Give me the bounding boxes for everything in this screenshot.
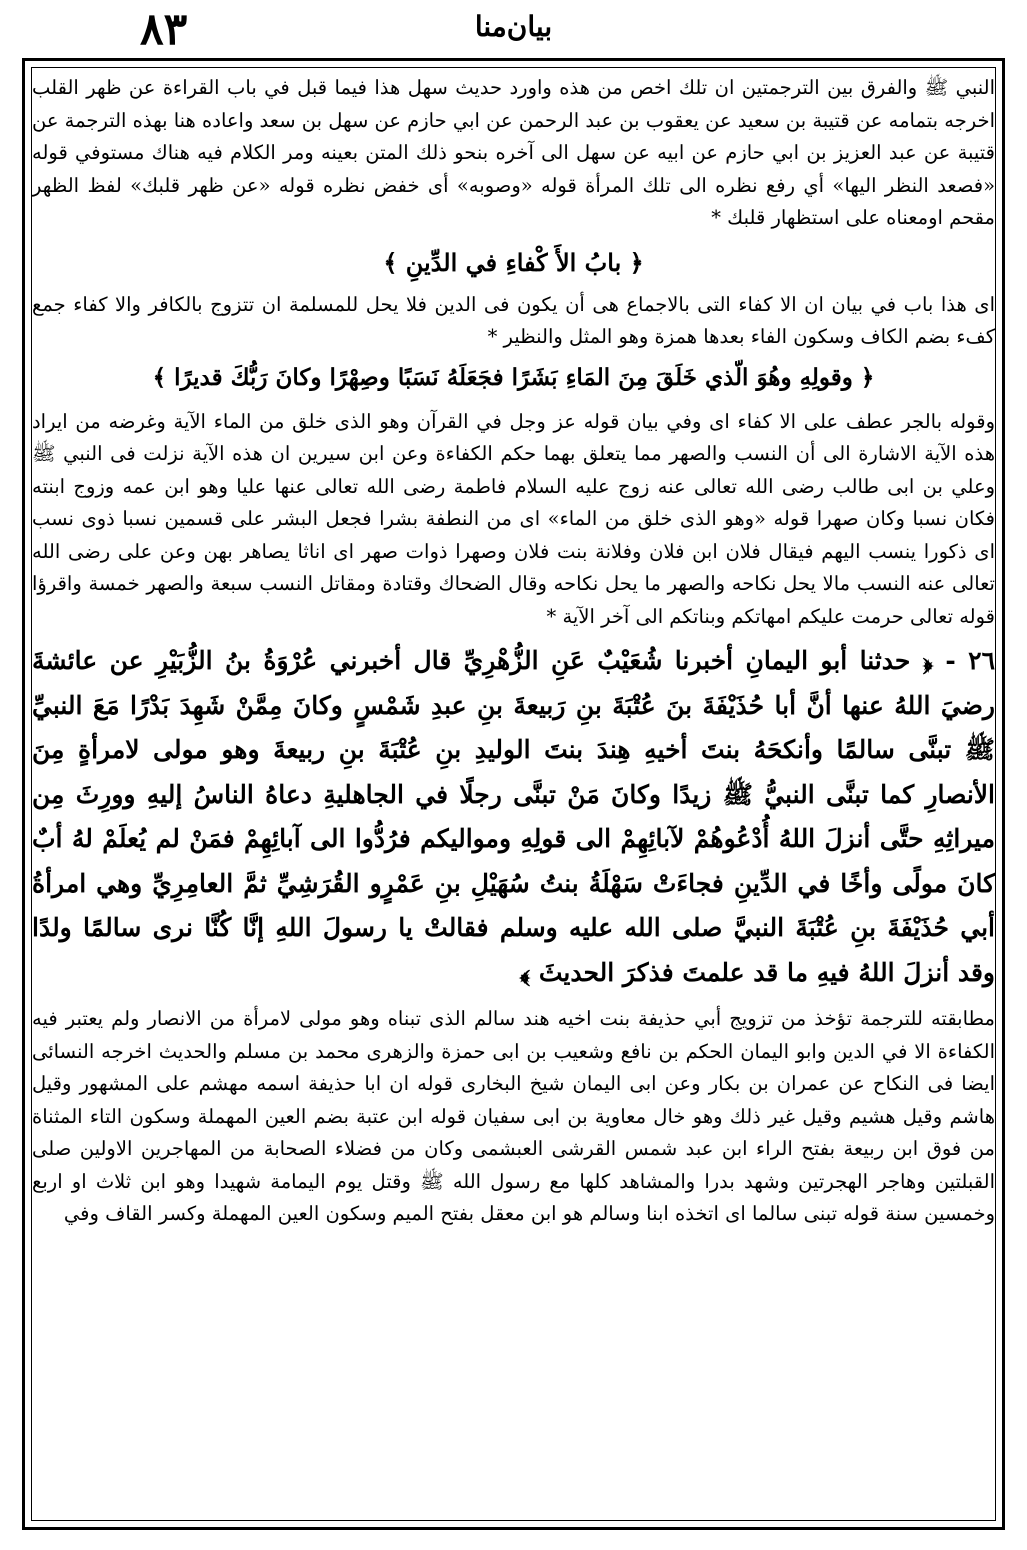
hadith-text: ٢٦ - ﴿ حدثنا أبو اليمانِ أخبرنا شُعَيْبٌ عَنِ الزُّهْرِيِّ قال أخبرني عُرْوَةُ بنُ الزُّبَيْرِ عن عائشةَ رضيَ اللهُ عنها أنَّ أبا حُذَيْفَةَ بنَ عُتْبَةَ بنِ رَبيعةَ بنِ عبدِ شَمْسٍ وكانَ مِمَّنْ شَهِدَ بَدْرًا مَعَ النبيِّ ﷺ تبنَّى سالمًا وأنكحَهُ بنتَ أخيهِ هِندَ بنتَ الوليدِ بنِ عُتْبَةَ بنِ ربيعةَ وهو مولى لامرأةٍ مِنَ الأنصارِ كما تبنَّى النبيُّ ﷺ زيدًا وكانَ مَنْ تبنَّى رجلًا في الجاهليةِ دعاهُ الناسُ إليهِ وورِثَ مِن ميراثِهِ حتَّى أنزلَ اللهُ أُدْعُوهُمْ لآبائِهِمْ الى قولِهِ ومواليكم فرُدُّوا الى آبائِهِمْ فمَنْ لم يُعلَمْ لهُ أبٌ كانَ مولًى وأخًا في الدِّينِ فجاءَتْ سَهْلَةُ بنتُ سُهَيْلِ بنِ عَمْرٍو القُرَشِيِّ ثمَّ العامِرِيِّ وهي امرأةُ أبي حُذَيْفَةَ بنِ عُتْبَةَ النبيَّ صلى الله عليه وسلم فقالتْ يا رسولَ اللهِ إنَّا كُنَّا نرى سالمًا ولدًا وقد أنزلَ اللهُ فيهِ ما قد علمتَ فذكرَ الحديثَ ﴾	[32, 646, 995, 987]
chapter-heading: ﴿ بابُ الأَ كْفاءِ في الدِّينِ ﴾	[383, 247, 644, 277]
commentary-paragraph-3: وقوله بالجر عطف على الا كفاء اى وفي بيان قوله عز وجل في القرآن وهو الذى خلق من الماء الآية وغرضه من ايراد هذه الآية الاشارة الى أن النسب والصهر مما يتعلق بهما حكم الكفاءة وعن ابن سيرين ان هذه الآية نزلت فى النبي ﷺ وعلي بن ابى طالب رضى الله تعالى عنه زوج عليه السلام فاطمة رضى الله تعالى عنها عليا وهو ابن عمه وزوج ابنته فكان نسبا وكان صهرا قوله «وهو الذى خلق من الماء» اى من النطفة بشرا فجعل البشر على قسمين نسبا ذوى نسب اى ذكورا ينسب اليهم فيقال فلان ابن فلان وفلانة بنت فلان وصهرا ذوات صهر اى اناثا يصاهر بهن وعن على رضى الله تعالى عنه النسب مالا يحل نكاحه والصهر ما يحل نكاحه وقال الضحاك وقتادة ومقاتل النسب سبعة والصهر خمسة واقرؤا قوله تعالى حرمت عليكم امهاتكم وبناتكم الى آخر الآية *	[32, 409, 995, 628]
text-body	[32, 70, 995, 1520]
commentary-paragraph-1: النبي ﷺ والفرق بين الترجمتين ان تلك اخص من هذه واورد حديث سهل هذا فيما قبل في باب القراءة عن ظهر القلب اخرجه بتمامه عن قتيبة بن سعيد عن يعقوب بن عبد الرحمن عن ابي حازم عن سهل بن سعد واعاده هنا بهذه الترجمة عن قتيبة عن عبد العزيز بن ابي حازم عن ابيه عن سهل الى آخره بنحو ذلك المتن بعينه ومر الكلام فيه هناك مستوفي قوله «فصعد النظر اليها» أي رفع نظره الى تلك المرأة قوله «وصوبه» أى خفض نظره قوله «عن ظهر قلبك» لفظ الظهر مقحم اومعناه على استظهار قلبك *	[32, 76, 995, 229]
page-header	[0, 0, 1027, 60]
quran-verse: ﴿ وقولِهِ وهُوَ الّذي خَلَقَ مِنَ المَاءِ بَشَرًا فجَعَلَهُ نَسَبًا وصِهْرًا وكانَ رَبُّكَ قديرًا ﴾	[152, 363, 875, 391]
running-title: بيان‌منا	[474, 10, 553, 43]
commentary-paragraph-4: مطابقته للترجمة تؤخذ من تزويج أبي حذيفة بنت اخيه هند سالم الذى تبناه وهو مولى لامرأة من الانصار ولم يعتبر فيه الكفاءة الا في الدين وابو اليمان الحكم بن نافع وشعيب بن ابى حمزة والزهرى محمد بن مسلم والحديث اخرجه النسائى ايضا فى النكاح عن عمران بن بكار وعن ابى اليمان شيخ البخارى قوله ان ابا حذيفة اسمه مهشم على المشهور وقيل هاشم وقيل هشيم وقيل غير ذلك وهو خال معاوية بن ابى سفيان قوله ابن عتبة بضم العين المهملة وسكون التاء المثناة من فوق ابن ربيعة بفتح الراء ابن عبد شمس القرشى العبشمى وكان من فضلاء الصحابة من المهاجرين الاولين صلى القبلتين وهاجر الهجرتين وشهد بدرا والمشاهد كلها مع رسول الله ﷺ وقتل يوم اليمامة شهيدا وهو ابن ثلاث او اربع وخمسين سنة قوله تبنى سالما اى اتخذه ابنا وسالم هو ابن معقل بفتح الميم وسكون العين المهملة وكسر القاف وفي	[32, 1007, 995, 1225]
page-number: ٨٣	[140, 4, 188, 55]
commentary-paragraph-2: اى هذا باب في بيان ان الا كفاء التى بالاجماع هى أن يكون فى الدين فلا يحل للمسلمة ان تتزوج بالكافر والا كفاء جمع كفء بضم الكاف وسكون الفاء بعدها همزة وهو المثل والنظير *	[32, 292, 995, 348]
